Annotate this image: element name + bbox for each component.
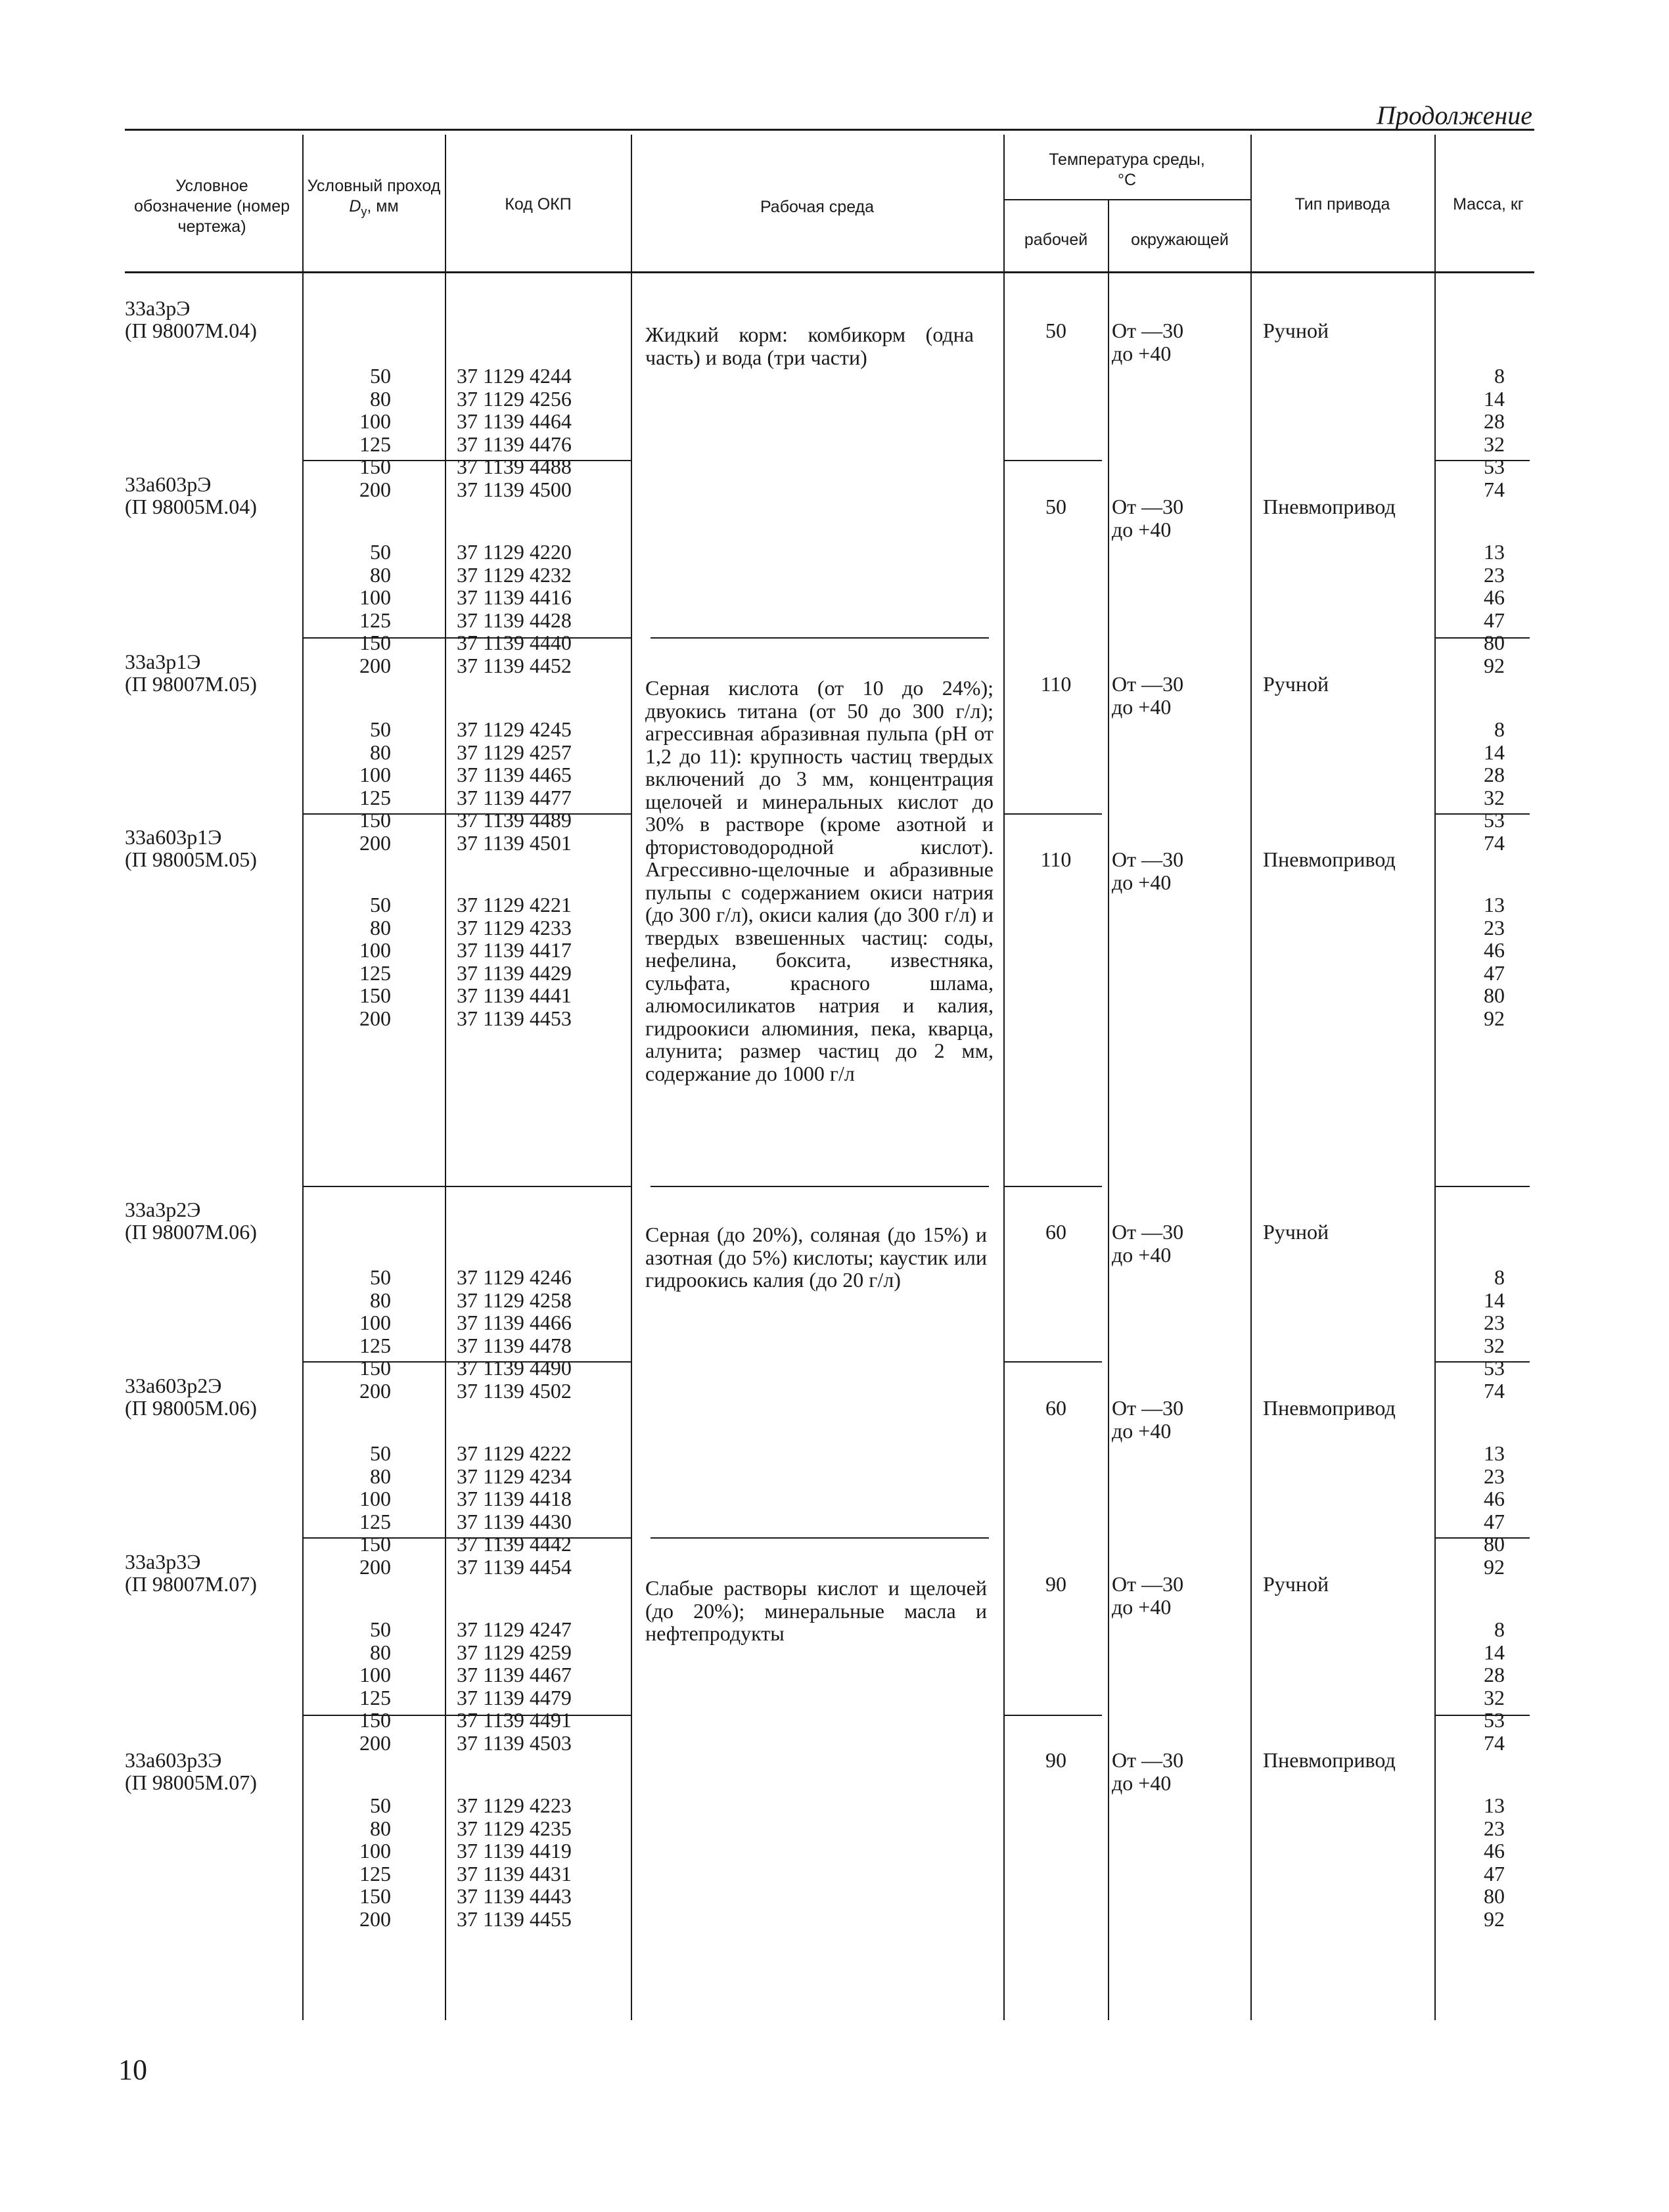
row-drive: Ручной: [1263, 672, 1329, 696]
row-temp-ambient: От —30 до +40: [1112, 319, 1184, 365]
row-temp-ambient: От —30 до +40: [1112, 1396, 1184, 1443]
row-dn: 50 80 100 125 150 200: [359, 1441, 391, 1579]
working-medium-text: Слабые растворы кислот и щелочей (до 20%); минеральные масла и нефтепродукты: [645, 1576, 987, 1645]
row-separator: [651, 637, 989, 639]
row-dn: 50 80 100 125 150 200: [359, 1265, 391, 1403]
row-drive: Ручной: [1263, 1572, 1329, 1596]
row-temp-ambient: От —30 до +40: [1112, 847, 1184, 894]
row-okp-codes: 37 1129 4220 37 1129 4232 37 1139 4416 37 1139 4428 37 1139 4440 37 1139 4452: [457, 540, 572, 677]
header-bottom-rule: [125, 271, 1534, 273]
row-separator: [1434, 1186, 1530, 1187]
header-temperature: Температура среды, °С: [1049, 150, 1205, 189]
row-drawing: (П 98007М.06): [125, 1220, 257, 1244]
row-drawing: (П 98007М.07): [125, 1572, 257, 1596]
row-separator: [1003, 813, 1102, 815]
col-divider: [1434, 135, 1436, 2020]
row-drive: Ручной: [1263, 319, 1329, 342]
header-drive-type: Тип привода: [1294, 195, 1390, 214]
row-okp-codes: 37 1129 4244 37 1129 4256 37 1139 4464 37 1139 4476 37 1139 4488 37 1139 4500: [457, 364, 572, 501]
col-divider: [631, 135, 632, 2020]
row-okp-codes: 37 1129 4221 37 1129 4233 37 1139 4417 37 1139 4429 37 1139 4441 37 1139 4453: [457, 893, 572, 1030]
row-okp-codes: 37 1129 4247 37 1129 4259 37 1139 4467 37 1139 4479 37 1139 4491 37 1139 4503: [457, 1617, 572, 1755]
row-drawing: (П 98007М.05): [125, 672, 257, 696]
row-drive: Ручной: [1263, 1220, 1329, 1244]
row-code: 33а3рЭ: [125, 296, 191, 320]
row-temp-ambient: От —30 до +40: [1112, 1748, 1184, 1795]
row-temp-working: 110: [1040, 847, 1072, 871]
row-separator: [302, 1186, 631, 1187]
row-dn: 50 80 100 125 150 200: [359, 1794, 391, 1931]
header-nominal-bore: [306, 176, 442, 222]
row-code: 33а3р1Э: [125, 650, 201, 673]
continued-label: Продолжение: [1376, 101, 1532, 130]
row-dn: 50 80 100 125 150 200: [359, 893, 391, 1030]
row-code: 33а603р2Э: [125, 1374, 222, 1397]
temp-header-rule: [1003, 199, 1250, 200]
header-temp-working: рабочей: [1024, 231, 1088, 249]
header-nominal-bore-label: Условный проход: [307, 177, 441, 195]
header-designation: Условное обозначение (номер чертежа): [133, 177, 290, 236]
row-separator: [1003, 1361, 1102, 1363]
header-working-medium: Рабочая среда: [760, 198, 875, 216]
row-drive: Пневмопривод: [1263, 1748, 1396, 1772]
row-mass: 13 23 46 47 80 92: [1484, 1794, 1505, 1931]
header-okp-code: Код ОКП: [505, 195, 572, 214]
working-medium-text: Жидкий корм: комбикорм (одна часть) и вода (три части): [645, 323, 974, 369]
row-drive: Пневмопривод: [1263, 495, 1396, 518]
header-mass: Масса, кг: [1453, 195, 1524, 214]
working-medium-text: Серная кислота (от 10 до 24%); двуокись титана (от 50 до 300 г/л); агрессивная абразивная пульпа (рН от 1,2 до 11): крупность частиц твердых включений до 3 мм, концентрация щелочей и минеральных кислот до 30% в растворе (кроме азотной и фтористоводородной кислот). Агрессивно-щелочные и абразивные пульпы с содержанием окиси натрия (до 300 г/л), окиси калия (до 300 г/л) и твердых взвешенных частиц: соды, нефелина, боксита, известняка, сульфата, красного шлама, алюмосиликатов натрия и калия, гидроокиси алюминия, пека, кварца, алунита; размер частиц до 2 мм, содержание до 1000 г/л: [645, 676, 994, 1085]
row-drawing: (П 98005М.05): [125, 847, 257, 871]
row-okp-codes: 37 1129 4246 37 1129 4258 37 1139 4466 37 1139 4478 37 1139 4490 37 1139 4502: [457, 1265, 572, 1403]
row-dn: 50 80 100 125 150 200: [359, 540, 391, 677]
row-temp-working: 50: [1045, 319, 1066, 342]
row-code: 33а603рЭ: [125, 472, 212, 496]
row-temp-working: 50: [1045, 495, 1066, 518]
row-separator: [1003, 1715, 1102, 1716]
working-medium-text: Серная (до 20%), соляная (до 15%) и азотная (до 5%) кислоты; каустик или гидроокись калия (до 20 г/л): [645, 1223, 987, 1292]
row-dn: 50 80 100 125 150 200: [359, 364, 391, 501]
row-drawing: (П 98007М.04): [125, 319, 257, 342]
row-mass: 8 14 28 32 53 74: [1484, 717, 1505, 855]
row-code: 33а3р3Э: [125, 1550, 201, 1573]
col-divider: [1108, 200, 1109, 2020]
header-nominal-bore-unit: $D_у$, мм: [349, 197, 399, 218]
row-temp-working: 90: [1045, 1572, 1066, 1596]
row-temp-ambient: От —30 до +40: [1112, 1572, 1184, 1619]
row-drawing: (П 98005М.06): [125, 1396, 257, 1420]
row-drive: Пневмопривод: [1263, 1396, 1396, 1420]
row-mass: 13 23 46 47 80 92: [1484, 893, 1505, 1030]
row-mass: 13 23 46 47 80 92: [1484, 1441, 1505, 1579]
row-separator: [651, 1186, 989, 1187]
row-separator: [1003, 1186, 1102, 1187]
row-mass: 8 14 28 32 53 74: [1484, 1617, 1505, 1755]
page-number: 10: [118, 2054, 147, 2086]
row-separator: [651, 1537, 989, 1539]
row-drawing: (П 98005М.04): [125, 495, 257, 518]
row-okp-codes: 37 1129 4245 37 1129 4257 37 1139 4465 37 1139 4477 37 1139 4489 37 1139 4501: [457, 717, 572, 855]
row-separator: [1003, 460, 1102, 461]
row-dn: 50 80 100 125 150 200: [359, 1617, 391, 1755]
row-code: 33а603р1Э: [125, 825, 222, 849]
col-divider: [445, 135, 446, 2020]
row-okp-codes: 37 1129 4222 37 1129 4234 37 1139 4418 37 1139 4430 37 1139 4442 37 1139 4454: [457, 1441, 572, 1579]
row-temp-working: 110: [1040, 672, 1072, 696]
row-drive: Пневмопривод: [1263, 847, 1396, 871]
row-temp-ambient: От —30 до +40: [1112, 672, 1184, 719]
row-temp-ambient: От —30 до +40: [1112, 495, 1184, 541]
row-mass: 8 14 28 32 53 74: [1484, 364, 1505, 501]
row-temp-working: 60: [1045, 1220, 1066, 1244]
header-temp-ambient: окружающей: [1131, 231, 1229, 249]
col-divider: [1250, 135, 1252, 2020]
row-dn: 50 80 100 125 150 200: [359, 717, 391, 855]
col-divider: [1003, 135, 1005, 2020]
row-mass: 8 14 23 32 53 74: [1484, 1265, 1505, 1403]
row-code: 33а3р2Э: [125, 1198, 201, 1221]
row-mass: 13 23 46 47 80 92: [1484, 540, 1505, 677]
row-temp-working: 90: [1045, 1748, 1066, 1772]
col-divider: [302, 135, 304, 2020]
row-okp-codes: 37 1129 4223 37 1129 4235 37 1139 4419 37 1139 4431 37 1139 4443 37 1139 4455: [457, 1794, 572, 1931]
row-code: 33а603р3Э: [125, 1748, 222, 1772]
row-drawing: (П 98005М.07): [125, 1771, 257, 1794]
row-temp-working: 60: [1045, 1396, 1066, 1420]
row-temp-ambient: От —30 до +40: [1112, 1220, 1184, 1267]
table-top-rule: [125, 129, 1534, 131]
